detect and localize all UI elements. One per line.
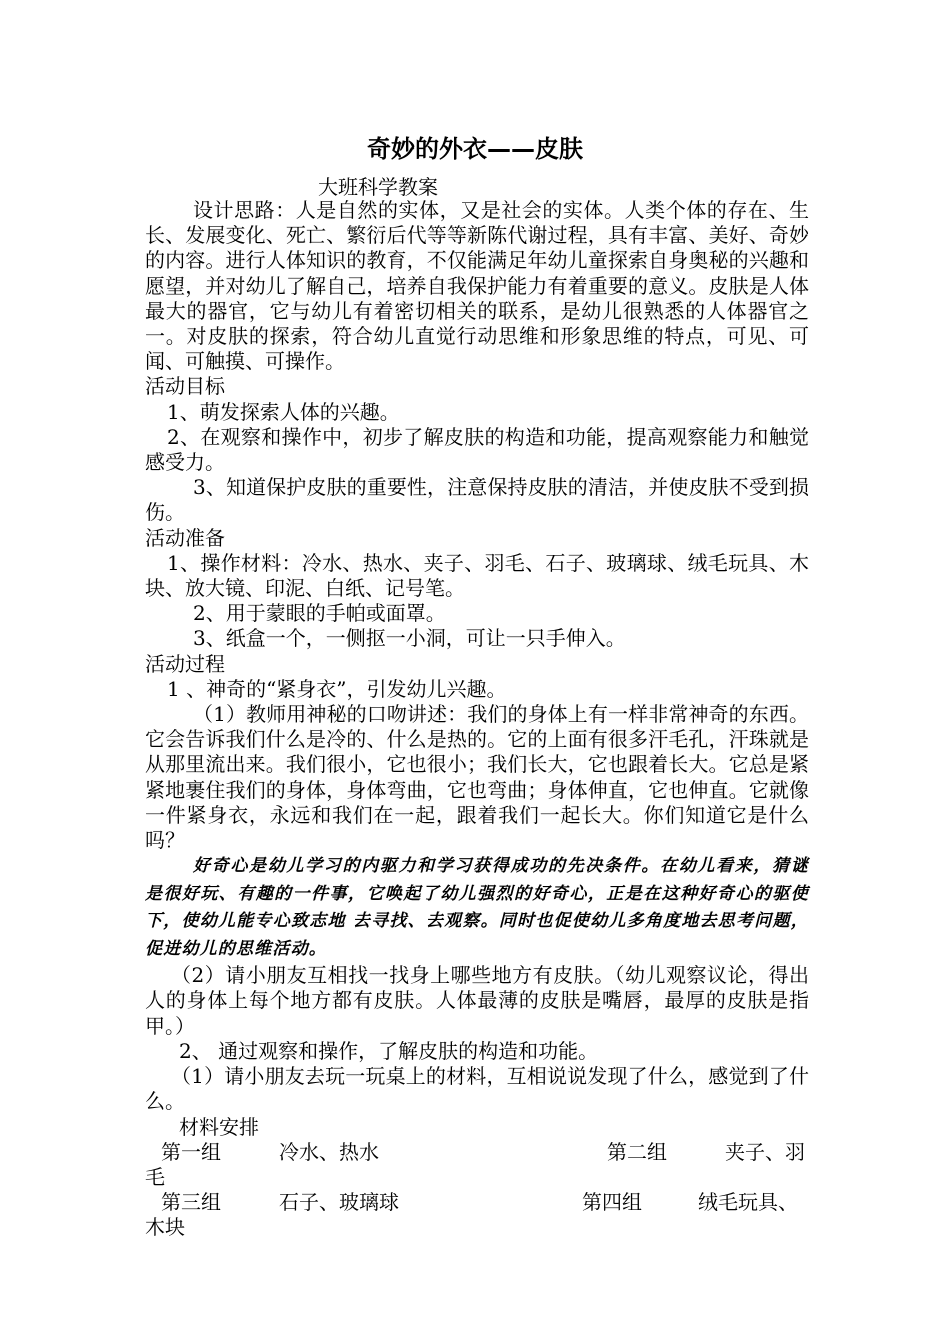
materials-row-2-wrap: 木块: [145, 1215, 185, 1240]
goal-item-2: 2、在观察和操作中，初步了解皮肤的构造和功能，提高观察能力和触觉感受力。: [145, 424, 809, 475]
group-4-name: 第四组: [582, 1190, 642, 1215]
group-3-name: 第三组: [161, 1190, 221, 1215]
materials-heading: 材料安排: [179, 1114, 259, 1139]
process-step-1-1: （1）教师用神秘的口吻讲述：我们的身体上有一样非常神奇的东西。它会告诉我们什么是冷的、什么是热的。它的上面有很多汗毛孔，汗珠就是从那里流出来。我们很小，它也很小；我们长大，它也跟着长大。它总是紧紧地裹住我们的身体，身体弯曲，它也弯曲；身体伸直，它也伸直。它就像一件紧身衣，永远和我们在一起，跟着我们一起长大。你们知道它是什么吗？: [145, 702, 809, 853]
group-1-items: 冷水、热水: [279, 1139, 379, 1164]
design-paragraph: 设计思路：人是自然的实体，又是社会的实体。人类个体的存在、生长、发展变化、死亡、繁衍后代等等新陈代谢过程，具有丰富、美好、奇妙的内容。进行人体知识的教育，不仅能满足年幼儿童探索自身奥秘的兴趣和愿望，并对幼儿了解自己，培养自我保护能力有着重要的意义。皮肤是人体最大的器官，它与幼儿有着密切相关的联系，是幼儿很熟悉的人体器官之一。对皮肤的探索，符合幼儿直觉行动思维和形象思维的特点，可见、可闻、可触摸、可操作。: [145, 198, 809, 374]
process-step-2: 2、 通过观察和操作，了解皮肤的构造和功能。: [179, 1038, 599, 1063]
page-title: 奇妙的外衣——皮肤: [367, 135, 583, 163]
prep-item-2: 2、用于蒙眼的手帕或面罩。: [193, 601, 446, 626]
goal-item-3: 3、知道保护皮肤的重要性，注意保持皮肤的清洁，并使皮肤不受到损伤。: [145, 475, 809, 525]
group-3-items: 石子、玻璃球: [279, 1190, 399, 1215]
materials-row-1-wrap: 毛: [145, 1164, 165, 1189]
teaching-note: 好奇心是幼儿学习的内驱力和学习获得成功的先决条件。在幼儿看来，猜谜是很好玩、有趣的一件事，它唤起了幼儿强烈的好奇心，正是在这种好奇心的驱使下，使幼儿能专心致志地 去寻找、去观察。同时也促使幼儿多角度地去思考问题， 促进幼儿的思维活动。: [145, 856, 809, 959]
document-body: [145, 198, 809, 1240]
page-subtitle: 大班科学教案: [318, 175, 438, 199]
process-step-2-1: （1）请小朋友去玩一玩桌上的材料，互相说说发现了什么，感觉到了什么。: [145, 1064, 809, 1114]
goal-item-1: 1、萌发探索人体的兴趣。: [167, 399, 400, 424]
group-2-name: 第二组: [607, 1139, 667, 1164]
goals-heading: 活动目标: [145, 374, 225, 399]
materials-row-2: [145, 1190, 809, 1215]
prep-item-1: 1、操作材料：冷水、热水、夹子、羽毛、石子、玻璃球、绒毛玩具、木块、放大镜、印泥、白纸、记号笔。: [145, 550, 809, 601]
group-1-name: 第一组: [161, 1139, 221, 1164]
group-4-items: 绒毛玩具、: [698, 1190, 798, 1215]
group-2-items: 夹子、羽: [725, 1139, 805, 1164]
prep-item-3: 3、纸盒一个，一侧抠一小洞，可让一只手伸入。: [193, 626, 626, 651]
process-step-1: 1 、神奇的“紧身衣”，引发幼儿兴趣。: [167, 676, 507, 701]
materials-row-1: [145, 1140, 809, 1165]
prep-heading: 活动准备: [145, 525, 225, 550]
process-step-1-2: （2）请小朋友互相找一找身上哪些地方有皮肤。（幼儿观察议论，得出人的身体上每个地方都有皮肤。人体最薄的皮肤是嘴唇，最厚的皮肤是指甲。）: [145, 963, 809, 1038]
process-heading: 活动过程: [145, 651, 225, 676]
